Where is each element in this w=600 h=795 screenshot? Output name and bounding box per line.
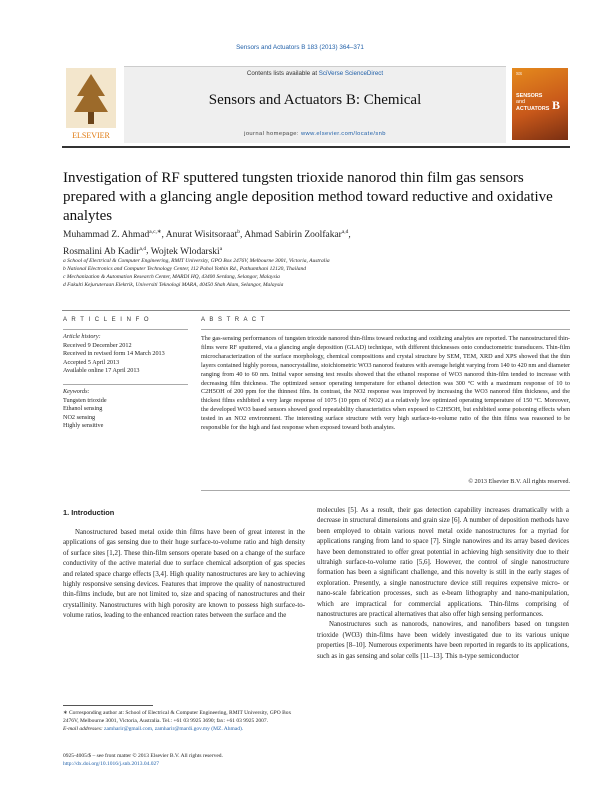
journal-cover-thumbnail: [512, 68, 568, 140]
abstract-rule: [201, 329, 570, 330]
elsevier-logo: [62, 66, 120, 142]
affiliation: c Mechanization & Automation Research Center, MARDI HQ, 43400 Serdang, Selangor, Malaysia: [63, 274, 280, 281]
keyword: Tungsten trioxide: [63, 396, 107, 404]
introduction-heading: 1. Introduction: [63, 508, 115, 517]
journal-homepage: journal homepage: www.elsevier.com/locate/snb: [244, 131, 386, 137]
cover-letter: B: [552, 98, 561, 112]
journal-reference[interactable]: Sensors and Actuators B 183 (2013) 364–371: [236, 44, 364, 51]
paragraph: Nanostructures such as nanorods, nanowires, and nanofibers based on tungsten trioxide (WO3) thin-films have been widely investigated due to its various unique properties [8–10]. Numerous experiments have been reported in regards to its applications, such as in gas sensing and solar cells [11–13]. This n-type semiconductor: [317, 621, 569, 660]
affiliations: [63, 257, 568, 289]
journal-title: Sensors and Actuators B: Chemical: [208, 92, 422, 108]
abstract-end-rule: [201, 490, 570, 491]
corresponding-author-footnote: [63, 709, 305, 733]
article-history: [63, 333, 188, 376]
cover-issn-mark: SS: [516, 71, 523, 76]
keywords: [63, 388, 188, 431]
article-info-rule: [63, 329, 188, 330]
footnote-rule: [63, 705, 153, 706]
history-entry: Available online 17 April 2013: [63, 367, 140, 375]
footer-meta: [63, 752, 305, 768]
history-label: Article history:: [63, 333, 101, 340]
keywords-label: Keywords:: [63, 388, 90, 395]
history-entry: Received in revised form 14 March 2013: [63, 350, 165, 358]
doi-link[interactable]: http://dx.doi.org/10.1016/j.snb.2013.04.027: [63, 761, 160, 768]
introduction-column-1: Nanostructured based metal oxide thin films have been of great interest in the applications of gas sensing due to their huge surface-to-volume ratio and high density of surface sites [1,2]. These thin-film sensors operate based on a change of the surface conductivity of the active material due to surface chemical adsorption of gas species and related space charge effects [3,4]. High quality nanostructures are key to achieving highly responsive sensing devices. Features that improve the quality of nanostructured thin-films include, but are not limited to, size and spacing of nanostructures and their crystallinity. Nanostructures with high porosity are known to possess high surface-to-volume ratios, leading to the enhanced reaction rates between the surface and the: [63, 529, 305, 620]
affiliation: b National Electronics and Computer Technology Center, 112 Pahol Yothin Rd., Pathumthani 12120, Thailand: [63, 266, 306, 273]
homepage-link[interactable]: www.elsevier.com/locate/snb: [300, 131, 386, 137]
article-info-heading: A R T I C L E I N F O: [63, 317, 151, 323]
keyword: Ethanol sensing: [63, 405, 103, 413]
author[interactable]: Anurat Wisitsoraat$^b$: [165, 229, 240, 241]
cover-title: SENSORS and ACTUATORS: [516, 93, 550, 112]
email-line: E-mail addresses: zamharir@gmail.com, zamharir@mardi.gov.my (MZ. Ahmad).: [63, 726, 244, 733]
abstract-text: The gas-sensing performances of tungsten trioxide nanorod thin-films toward reducing and oxidizing analytes are reported. The nanostructured thin-films were RF sputtered, via a glancing angle deposition (GLAD) technique, with different thicknesses onto conductometric transducers. Thin-film microcharacterization of the surface morphology, chemical compositions and crystal structure by SEM, TEM, XRD and XPS showed that the thin layers contained highly porous, nanocrystalline, stoichiometric WO3 nanorod features with average height varying from 140 to 420 nm and diameter ranging from 40 to 60 nm. Initial vapor sensing test results showed that the ethanol response of WO3 nanorod thin-film tended to increase with decreasing film thickness. The optimized sensor operating temperature for ethanol detection was 300 °C with a maximum response of 10 to C2H5OH of 200 ppm for the thinnest film. In contrast, the NO2 response was improved by increasing the WO3 nanorod film thickness, and the thickest films exhibited a very large response of 1075 (10 ppm of NO2) at a relatively low optimized operating temperature of 150 °C. Moreover, the developed WO3 based sensors showed good repeatability characteristics when exposed to C2H5OH, but exhibited some poisoning effects when tested in an NO2 environment. The interesting surface structure with very high surface-to-volume ratio of the thin films was reasoned to be responsible for the high and fast response when exposed toward both analytes.: [201, 335, 570, 432]
issn-line: 0925-4005/$ – see front matter © 2013 Elsevier B.V. All rights reserved.: [63, 753, 223, 759]
paragraph: molecules [5]. As a result, their gas detection capability increases dramatically with a decrease in structural dimensions and grain size [6]. A number of deposition methods have been employed to obtain various novel metal oxide nanostructures for a myriad for applications ranging from land to space [7]. Single nanowires and its array based devices have been demonstrated to offer great potential in achieving high sensitivity due to their ultrahigh surface-to-volume ratio [5,6]. However, the control of single nanostructure formation has been a significant challenge, and this novelty is still in the early stages of exploration. Presently, a single nanostructure device still requires expensive micro- or nano-scale fabrication processes, such as e-beam lithography and nano-manipulation, which are impractical for commercial applications. Thin-films comprising of nanostructures are practical alternatives that also offer high sensing performances.: [317, 507, 569, 619]
author-list: Muhammad Z. Ahmad$^{a,c,∗}$, Anurat Wisitsoraat$^b$, Ahmad Sabirin Zoolfakar$^{a,d}$, Rosmalini Ab Kadir$^{a,d}$, Wojtek Wlodarski$^a$: [63, 229, 351, 257]
sciencedirect-link[interactable]: SciVerse ScienceDirect: [318, 70, 384, 77]
section-rule: [62, 310, 570, 311]
author[interactable]: Ahmad Sabirin Zoolfakar$^{a,d}$: [244, 229, 349, 241]
copyright-line: © 2013 Elsevier B.V. All rights reserved.: [468, 478, 570, 485]
header-band: [124, 66, 506, 143]
affiliation: d Fakulti Kejuruteraan Elektrik, Universiti Teknologi MARA, 40450 Shah Alam, Selangor, Malaysia: [63, 282, 284, 289]
author[interactable]: Rosmalini Ab Kadir$^{a,d}$: [63, 245, 147, 257]
keyword: Highly sensitive: [63, 422, 104, 430]
header-rule: [62, 146, 570, 148]
author[interactable]: Muhammad Z. Ahmad$^{a,c,∗}$: [63, 229, 162, 241]
journal-masthead: [62, 66, 570, 144]
author[interactable]: Wojtek Wlodarski$^a$: [150, 245, 223, 257]
email-links[interactable]: zamharir@gmail.com, zamharir@mardi.gov.my (MZ. Ahmad).: [104, 726, 244, 733]
history-entry: Accepted 5 April 2013: [63, 358, 120, 366]
paper-title: Investigation of RF sputtered tungsten trioxide nanorod thin film gas sensors prepared with a glancing angle deposition method toward reductive and oxidative analytes: [63, 170, 553, 224]
contents-line: Contents lists available at SciVerse ScienceDirect: [246, 70, 384, 77]
footnote-text: ∗ Corresponding author at: School of Electrical & Computer Engineering, RMIT University, GPO Box 2476V, Melbourne 3001, Victoria, Australia. Tel.: +61 03 9925 3690; fax: +61 03 9925 2007.: [63, 710, 292, 725]
history-entry: Received 9 December 2012: [63, 341, 132, 349]
introduction-column-2: [317, 506, 569, 662]
abstract-heading: A B S T R A C T: [201, 317, 266, 323]
publisher-name: ELSEVIER: [72, 131, 110, 140]
keyword: NO2 sensing: [63, 413, 96, 421]
affiliation: a School of Electrical & Computer Engineering, RMIT University, GPO Box 2476V, Melbourne 3001, Victoria, Australia: [63, 258, 330, 264]
keywords-rule: [63, 384, 188, 385]
